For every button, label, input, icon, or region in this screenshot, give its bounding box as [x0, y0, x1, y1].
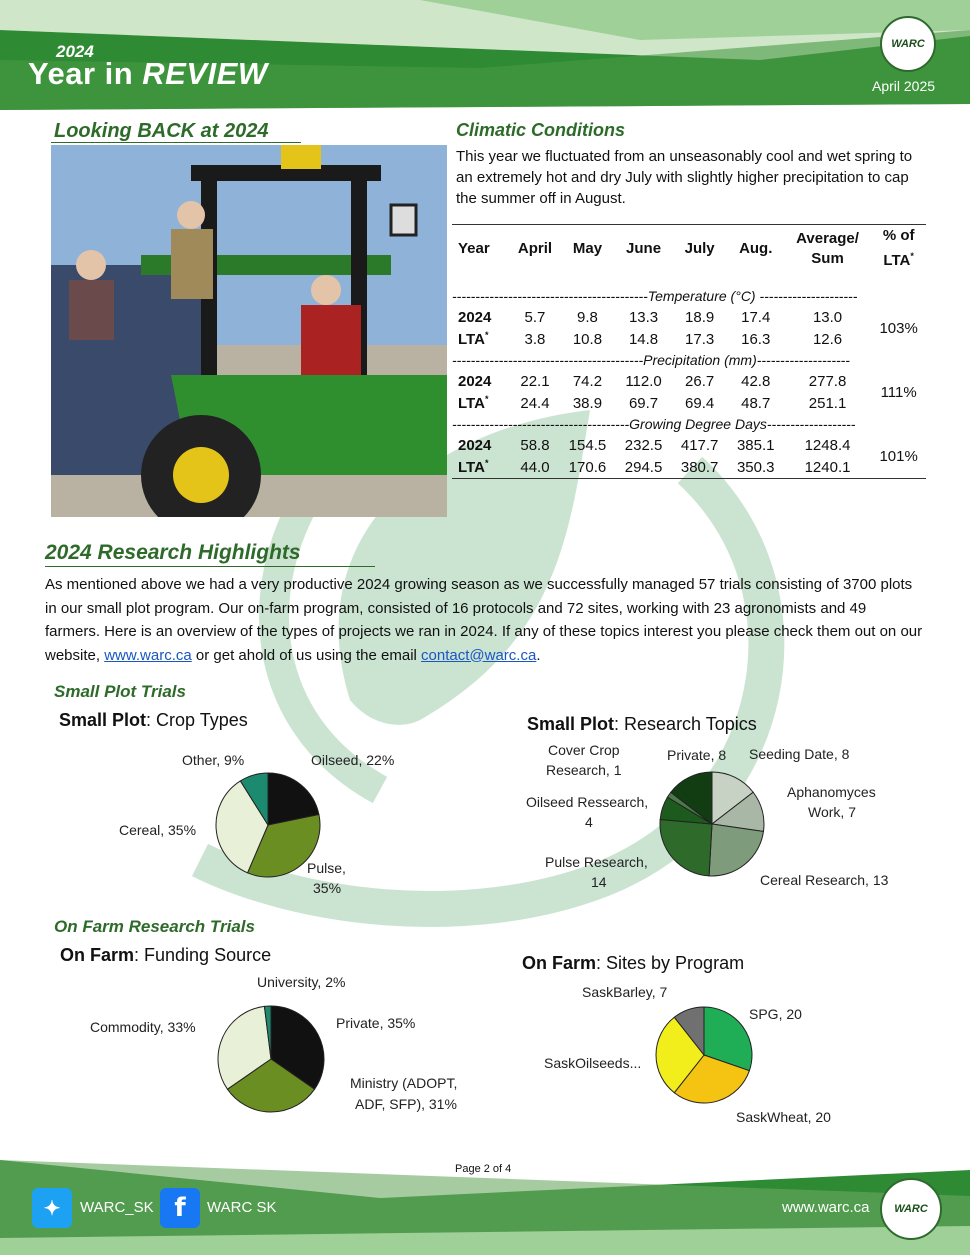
- chart2-label-aphano-a: Aphanomyces: [787, 784, 876, 800]
- climate-data-row: [452, 434, 926, 456]
- highlights-heading: 2024 Research Highlights: [45, 541, 301, 564]
- climate-row-label: 2024: [458, 373, 492, 390]
- website-link[interactable]: www.warc.ca: [104, 646, 192, 664]
- climate-header-row: [452, 225, 926, 273]
- small-plot-heading: Small Plot Trials: [54, 682, 186, 701]
- climate-cell: 17.4: [741, 308, 771, 326]
- chart1-label-oilseed: Oilseed, 22%: [311, 752, 395, 768]
- climate-row-label: 2024: [458, 437, 492, 454]
- chart2-pie: [659, 771, 765, 877]
- col-may: May: [572, 240, 603, 257]
- climate-cell: 13.3: [628, 308, 659, 326]
- pie-slice-pulse-research: [660, 820, 712, 876]
- climate-row-label: LTA*: [458, 394, 489, 412]
- climate-cell: 170.6: [568, 458, 607, 476]
- chart1-title: Small Plot: Crop Types: [59, 710, 248, 730]
- climate-cell: 69.4: [685, 394, 715, 412]
- climate-section-title-row: [452, 272, 926, 306]
- highlights-underline: [45, 566, 375, 567]
- climate-cell: 294.5: [624, 458, 663, 476]
- chart4-label-saskoilseeds: SaskOilseeds...: [544, 1055, 642, 1071]
- climate-cell: 385.1: [736, 436, 775, 454]
- chart2-label-cereal: Cereal Research, 13: [760, 872, 889, 888]
- chart4-label-saskbarley: SaskBarley, 7: [582, 984, 668, 1000]
- climate-cell: 16.3: [741, 330, 771, 348]
- climate-cell: 232.5: [624, 436, 663, 454]
- climate-cell: 9.8: [577, 308, 598, 326]
- header-year: 2024: [56, 42, 94, 61]
- chart4-label-spg: SPG, 20: [749, 1006, 802, 1022]
- climate-cell: 277.8: [808, 372, 847, 390]
- page-number: Page 2 of 4: [455, 1163, 512, 1175]
- col-year: Year: [458, 240, 490, 257]
- chart1-label-other: Other, 9%: [182, 752, 245, 768]
- climate-pct-lta: 111%: [880, 383, 917, 401]
- chart1-label-cereal: Cereal, 35%: [119, 822, 197, 838]
- climate-section-title: -----------------------------------------Precipitation (mm)--------------------: [452, 352, 850, 368]
- chart2-label-cover-b: Research, 1: [546, 762, 622, 778]
- chart2-label-seeding: Seeding Date, 8: [749, 746, 850, 762]
- climate-section-title: ------------------------------------------Temperature (°C) ---------------------: [452, 288, 858, 304]
- climate-cell: 17.3: [685, 330, 715, 348]
- climate-cell: 350.3: [736, 458, 775, 476]
- col-aug: Aug.: [739, 240, 773, 257]
- climate-pct-lta: 101%: [879, 447, 918, 465]
- chart4-label-saskwheat: SaskWheat, 20: [736, 1109, 831, 1125]
- chart2-label-private: Private, 8: [667, 747, 727, 763]
- col-june: June: [626, 240, 662, 257]
- heading-underline: [51, 142, 301, 143]
- col-april: April: [517, 240, 553, 257]
- footer-website[interactable]: www.warc.ca: [782, 1199, 870, 1216]
- chart3-label-private: Private, 35%: [336, 1015, 416, 1031]
- tractor-photo: [51, 145, 447, 517]
- climate-cell: 69.7: [628, 394, 659, 412]
- climate-section-title-row: [452, 350, 926, 370]
- header-title: Year in REVIEW: [28, 56, 268, 91]
- chart2-label-oilseed-a: Oilseed Ressearch,: [526, 794, 649, 810]
- climate-cell: 417.7: [680, 436, 719, 454]
- pie-slice-cereal-research: [709, 824, 763, 876]
- looking-back-heading: Looking BACK at 2024: [54, 120, 269, 142]
- climate-cell: 1248.4: [804, 436, 851, 454]
- climate-cell: 44.0: [520, 458, 550, 476]
- climate-cell: 154.5: [568, 436, 607, 454]
- climate-cell: 18.9: [685, 308, 715, 326]
- header-date: April 2025: [872, 78, 936, 94]
- climate-pct-lta: 103%: [879, 319, 918, 337]
- climate-cell: 12.6: [812, 330, 843, 348]
- chart3-label-ministry-b: ADF, SFP), 31%: [355, 1096, 457, 1112]
- facebook-handle[interactable]: WARC SK: [207, 1199, 277, 1216]
- climate-data-row: [452, 370, 926, 392]
- climate-data-row: [452, 328, 926, 350]
- climate-cell: 26.7: [685, 372, 715, 390]
- climate-cell: 14.8: [628, 330, 659, 348]
- chart3-label-commodity: Commodity, 33%: [90, 1019, 196, 1035]
- climate-cell: 251.1: [808, 394, 847, 412]
- climate-cell: 112.0: [625, 372, 662, 390]
- climate-row-label: LTA*: [458, 330, 489, 348]
- twitter-handle[interactable]: WARC_SK: [80, 1199, 154, 1216]
- climate-cell: 42.8: [741, 372, 771, 390]
- col-average: Average/ Sum: [796, 229, 859, 267]
- climate-data-row: [452, 392, 926, 414]
- climate-cell: 1240.1: [804, 458, 851, 476]
- climate-cell: 5.7: [524, 308, 546, 326]
- climate-cell: 3.8: [524, 330, 546, 348]
- climate-row-label: 2024: [458, 309, 492, 326]
- twitter-icon[interactable]: ✦: [32, 1188, 72, 1228]
- climate-cell: 10.8: [572, 330, 603, 348]
- on-farm-heading: On Farm Research Trials: [54, 917, 255, 936]
- climate-heading: Climatic Conditions: [456, 120, 626, 140]
- chart1-label-pulse-b: 35%: [313, 880, 342, 896]
- climate-data-row: [452, 456, 926, 479]
- chart4-title: On Farm: Sites by Program: [522, 953, 745, 973]
- climate-table: [452, 224, 926, 479]
- chart2-label-pulse-a: Pulse Research,: [545, 854, 648, 870]
- chart2-label-aphano-b: Work, 7: [808, 804, 856, 820]
- col-july: July: [684, 240, 715, 257]
- col-pct-lta: % of LTA*: [882, 227, 915, 269]
- climate-cell: 22.1: [520, 372, 550, 390]
- chart4-pie: [655, 1006, 753, 1104]
- chart2-title: Small Plot: Research Topics: [527, 714, 757, 734]
- climate-cell: 58.8: [520, 436, 550, 454]
- highlights-text: As mentioned above we had a very productive 2024 growing season as we successfully managed 57 trials consisting of 3700 plots in our small plot program. Our on-farm program, consisted of 16 protocols and 72 sites, working with 23 agronomists and 49 farmers. Here is an overview of the types of projects we ran in 2024. If any of these topics interest you please check them out on our website, www.warc.ca or get ahold of us using the email contact@warc.ca.: [45, 576, 923, 664]
- chart3-label-ministry-a: Ministry (ADOPT,: [350, 1075, 458, 1091]
- chart1-pie: [215, 772, 321, 878]
- warc-logo-footer: WARC: [880, 1178, 942, 1240]
- chart3-title: On Farm: Funding Source: [60, 945, 272, 965]
- climate-cell: 74.2: [572, 372, 603, 390]
- climate-table-wrap: [452, 224, 926, 479]
- climate-cell: 24.4: [520, 394, 550, 412]
- climate-data-row: [452, 306, 926, 328]
- climate-cell: 38.9: [572, 394, 603, 412]
- chart2-label-cover-a: Cover Crop: [548, 742, 620, 758]
- facebook-icon[interactable]: f: [160, 1188, 200, 1228]
- climate-section-title-row: [452, 414, 926, 434]
- chart3-label-university: University, 2%: [257, 974, 346, 990]
- chart2-label-pulse-b: 14: [591, 874, 607, 890]
- chart2-label-oilseed-b: 4: [585, 814, 593, 830]
- warc-logo-header: WARC: [880, 16, 936, 72]
- chart3-pie: [217, 1005, 325, 1113]
- climate-section-title: --------------------------------------Growing Degree Days-------------------: [452, 416, 856, 432]
- climate-cell: 13.0: [812, 308, 843, 326]
- climate-cell: 380.7: [680, 458, 719, 476]
- climate-row-label: LTA*: [458, 458, 489, 476]
- climate-cell: 48.7: [741, 394, 771, 412]
- climate-text: This year we fluctuated from an unseasonably cool and wet spring to an extremely hot and dry July with slightly higher precipitation to cap the summer off in August.: [456, 148, 913, 207]
- email-link[interactable]: contact@warc.ca: [421, 646, 537, 664]
- chart1-label-pulse-a: Pulse,: [307, 860, 346, 876]
